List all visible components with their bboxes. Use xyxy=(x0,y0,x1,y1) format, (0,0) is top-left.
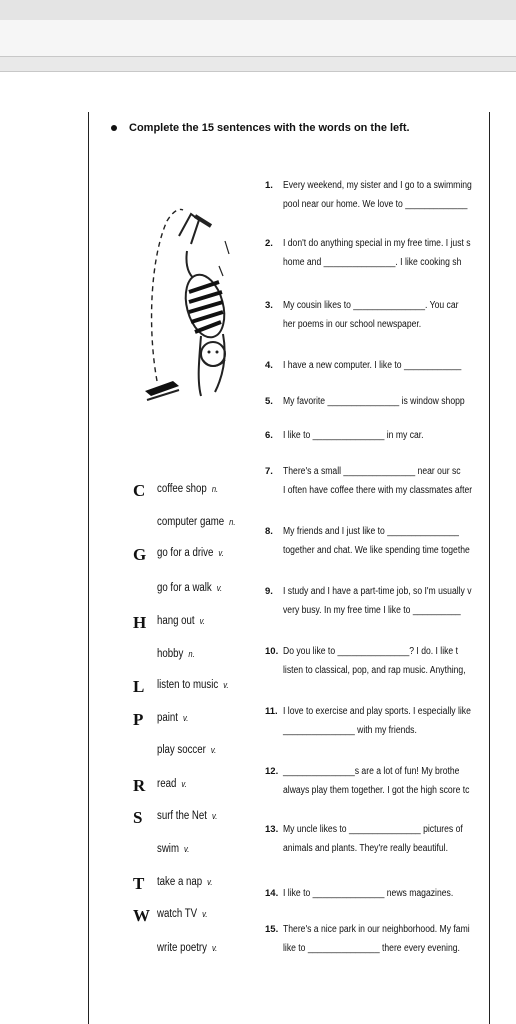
word-bank-item xyxy=(157,648,195,660)
viewer-divider xyxy=(0,56,516,72)
word-bank-word: swim xyxy=(157,843,180,855)
word-bank-letter: H xyxy=(133,613,147,632)
word-bank-word: write poetry xyxy=(157,942,207,954)
word-bank-item xyxy=(157,615,205,627)
word-bank-word: paint xyxy=(157,712,178,724)
sentence-number: 8. xyxy=(265,526,273,537)
word-bank-word: coffee shop xyxy=(157,483,207,495)
word-bank-word: hang out xyxy=(157,615,195,627)
sentence-line: I like to _______________ news magazines. xyxy=(283,888,454,899)
word-bank-word: take a nap xyxy=(157,876,203,888)
browser-top-bar xyxy=(0,0,516,21)
sentence-line: I have a new computer. I like to ____________ xyxy=(283,360,462,371)
word-bank-item xyxy=(157,876,212,888)
sentence-line: like to _______________ there every evening. xyxy=(283,943,460,954)
sentence-line: My friends and I just like to _______________ xyxy=(283,526,459,537)
word-bank-item xyxy=(157,547,224,559)
word-bank-letter: L xyxy=(133,677,145,696)
word-bank-word: go for a walk xyxy=(157,582,212,594)
sentence-line: I often have coffee there with my classmates after xyxy=(283,485,473,496)
sentence-line: I study and I have a part-time job, so I'm usually v xyxy=(283,586,472,597)
word-bank-word: hobby xyxy=(157,648,184,660)
sentence-line: her poems in our school newspaper. xyxy=(283,319,422,330)
word-bank-word: go for a drive xyxy=(157,547,214,559)
word-bank-word: listen to music xyxy=(157,679,219,691)
sentence-number: 6. xyxy=(265,430,273,441)
sentence-line: I love to exercise and play sports. I especially like xyxy=(283,706,471,717)
part-of-speech: n. xyxy=(229,517,236,527)
part-of-speech: v. xyxy=(202,909,208,919)
part-of-speech: v. xyxy=(181,779,187,789)
word-bank-word: watch TV xyxy=(157,908,198,920)
part-of-speech: v. xyxy=(216,583,223,593)
instruction-text: Complete the 15 sentences with the words on the left. xyxy=(129,122,410,134)
sentence-line: home and _______________. I like cooking sh xyxy=(283,257,462,268)
sentence-line: pool near our home. We love to _____________ xyxy=(283,199,468,210)
word-bank-letter: W xyxy=(133,906,150,925)
word-bank-word: surf the Net xyxy=(157,810,207,822)
sentence-line: There's a nice park in our neighborhood. My fami xyxy=(283,924,470,935)
diving-boy-illustration xyxy=(139,196,231,426)
word-bank-item xyxy=(157,908,207,920)
sentence-number: 4. xyxy=(265,360,273,371)
sentence-line: Do you like to _______________? I do. I like t xyxy=(283,646,458,657)
word-bank-word: computer game xyxy=(157,516,225,528)
word-bank-item xyxy=(157,483,218,495)
sentence-number: 2. xyxy=(265,238,273,249)
part-of-speech: v. xyxy=(207,877,213,887)
word-bank-letter: G xyxy=(133,545,147,564)
part-of-speech: v. xyxy=(199,616,205,626)
part-of-speech: v. xyxy=(210,745,217,755)
sentence-line: My uncle likes to _______________ pictures of xyxy=(283,824,463,835)
sentence-number: 12. xyxy=(265,766,279,777)
part-of-speech: v. xyxy=(182,713,189,723)
word-bank-word: read xyxy=(157,778,177,790)
word-bank-item xyxy=(157,582,222,594)
part-of-speech: v. xyxy=(184,844,190,854)
bullet-icon xyxy=(111,125,117,131)
word-bank-item xyxy=(157,778,187,790)
sentence-line: My favorite _______________ is window shopp xyxy=(283,396,465,407)
part-of-speech: v. xyxy=(211,943,218,953)
sentence-line: I like to _______________ in my car. xyxy=(283,430,424,441)
part-of-speech: n. xyxy=(188,649,195,659)
sentence-number: 10. xyxy=(265,646,279,657)
sentence-line: Every weekend, my sister and I go to a swimming xyxy=(283,180,472,191)
word-bank-item xyxy=(157,712,188,724)
word-bank-letter: S xyxy=(133,808,143,827)
sentence-line: listen to classical, pop, and rap music. Anything, xyxy=(283,665,466,676)
word-bank-letter: R xyxy=(133,776,146,795)
sentence-number: 14. xyxy=(265,888,279,899)
word-bank-letter: T xyxy=(133,874,145,893)
word-bank-word: play soccer xyxy=(157,744,206,756)
sentence-line: _______________s are a lot of fun! My brothe xyxy=(283,766,460,777)
sentence-number: 15. xyxy=(265,924,279,935)
sentence-line: _______________ with my friends. xyxy=(283,725,417,736)
part-of-speech: v. xyxy=(218,548,224,558)
part-of-speech: v. xyxy=(223,680,229,690)
word-bank-letter: C xyxy=(133,481,146,500)
sentence-line: I don't do anything special in my free time. I just s xyxy=(283,238,471,249)
sentence-line: very busy. In my free time I like to __________ xyxy=(283,605,461,616)
sentence-line: My cousin likes to _______________. You car xyxy=(283,300,459,311)
sentence-number: 1. xyxy=(265,180,273,191)
instruction xyxy=(129,122,410,134)
word-bank-letter: P xyxy=(133,710,144,729)
sentence-line: There's a small _______________ near our sc xyxy=(283,466,461,477)
viewer-toolbar xyxy=(0,20,516,56)
sentence-number: 13. xyxy=(265,824,279,835)
worksheet-page xyxy=(88,112,490,1024)
word-bank-item xyxy=(157,810,217,822)
sentence-line: always play them together. I got the high score tc xyxy=(283,785,470,796)
sentence-number: 9. xyxy=(265,586,273,597)
word-bank-item xyxy=(157,843,189,855)
sentence-number: 5. xyxy=(265,396,273,407)
word-bank-item xyxy=(157,679,229,691)
word-bank-item xyxy=(157,942,217,954)
sentence-number: 3. xyxy=(265,300,273,311)
part-of-speech: v. xyxy=(211,811,218,821)
sentence-number: 7. xyxy=(265,466,273,477)
word-bank-item xyxy=(157,744,216,756)
part-of-speech: n. xyxy=(211,484,219,494)
sentence-number: 11. xyxy=(265,706,278,717)
word-bank-item xyxy=(157,516,235,528)
sentence-line: together and chat. We like spending time togethe xyxy=(283,545,470,556)
sentence-line: animals and plants. They're really beautiful. xyxy=(283,843,448,854)
